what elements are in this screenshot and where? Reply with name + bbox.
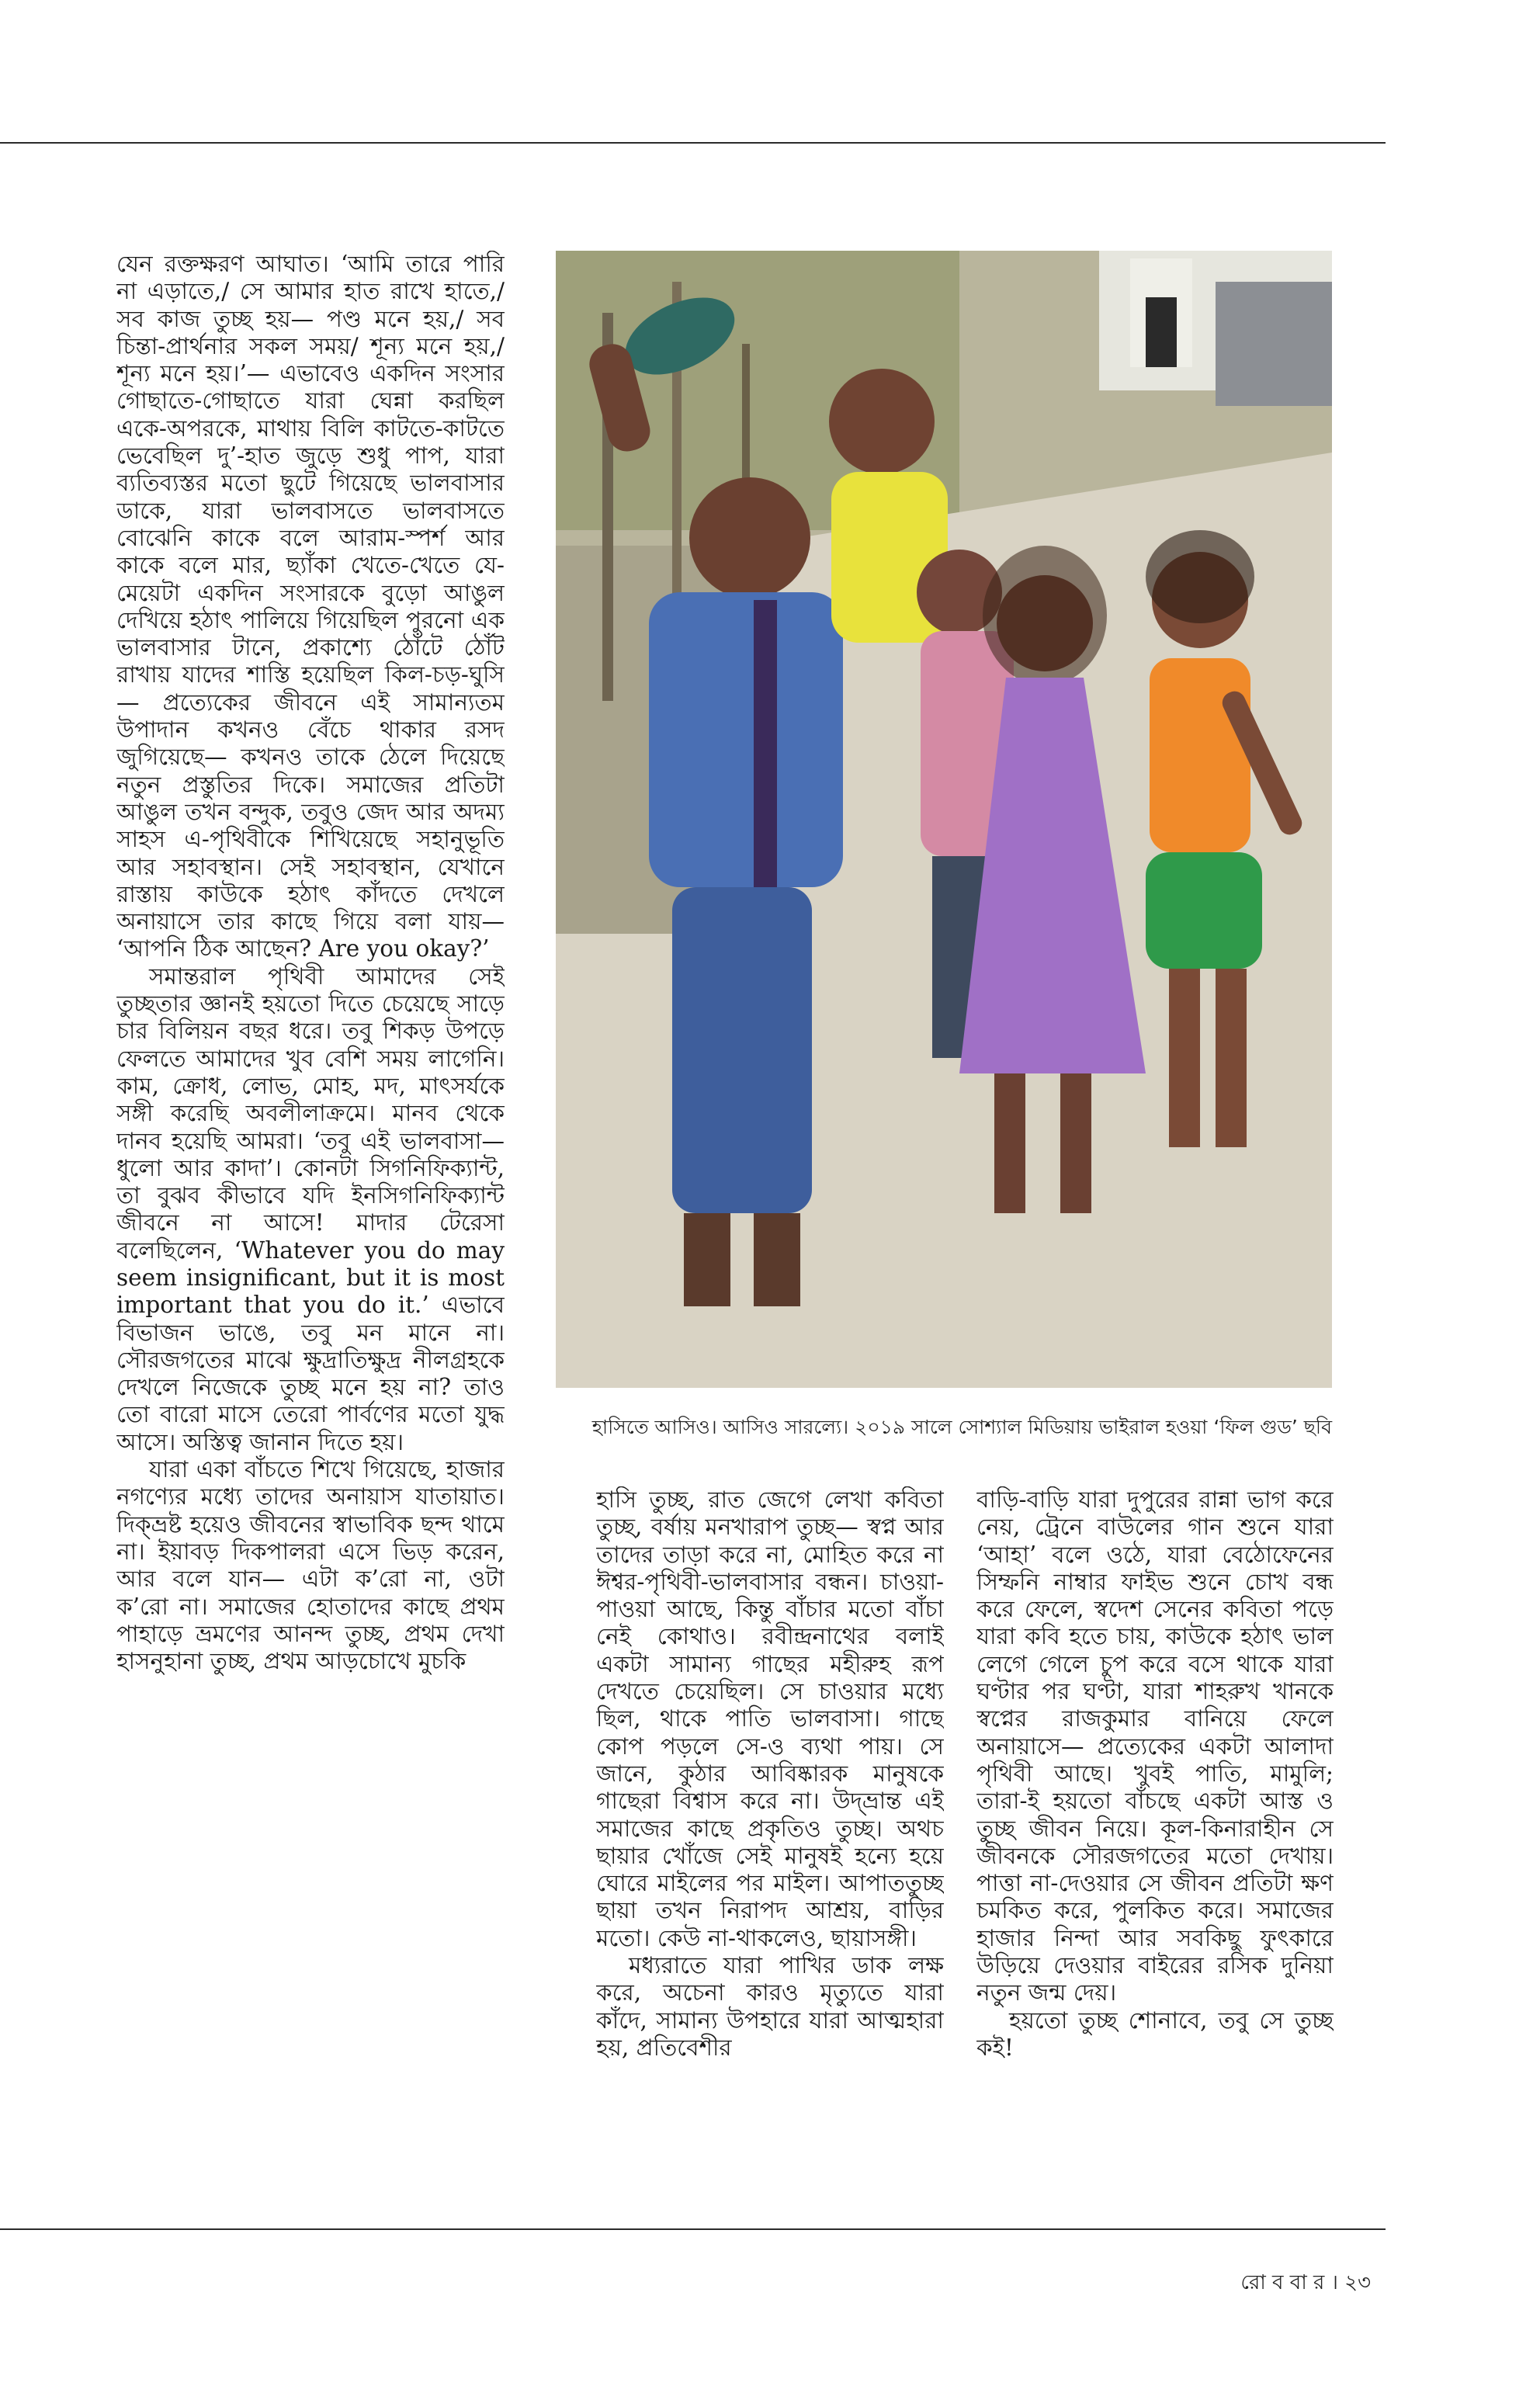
children-selfie-photo bbox=[556, 251, 1332, 1388]
article-paragraph: সমান্তরাল পৃথিবী আমাদের সেই তুচ্ছতার জ্ঞানই হয়তো দিতে চেয়েছে সাড়ে চার বিলিয়ন বছর ধরে। তবু শিকড় উপড়ে ফেলতে আমাদের খুব বেশি সময় লাগেনি। কাম, ক্রোধ, লোভ, মোহ, মদ, মাৎসর্যকে সঙ্গী করেছি অবলীলাক্রমে। মানব থেকে দানব হয়েছি আমরা। ‘তবু এই ভালবাসা— ধুলো আর কাদা’। কোনটা সিগনিফিক্যান্ট, তা বুঝব কীভাবে যদি ইনসিগনিফিক্যান্ট জীবনে না আসে! মাদার টেরেসা বলেছিলেন, ‘Whatever you do may seem insignificant, but it is most important that you do it.’ এভাবে বিভাজন ভাঙে, তবু মন মানে না। সৌরজগতের মাঝে ক্ষুদ্রাতিক্ষুদ্র নীলগ্রহকে দেখলে নিজেকে তুচ্ছ মনে হয় না? তাও তো বারো মাসে তেরো পার্বণের মতো যুদ্ধ আসে। অস্তিত্ব জানান দিতে হয়। bbox=[116, 962, 505, 1455]
photo-caption: হাসিতে আসিও। আসিও সারল্যে। ২০১৯ সালে সোশ্যাল মিডিয়ায় ভাইরাল হওয়া ‘ফিল গুড’ ছবি bbox=[591, 1416, 1332, 1438]
article-paragraph: হয়তো তুচ্ছ শোনাবে, তবু সে তুচ্ছ কই! bbox=[976, 2006, 1334, 2061]
article-column-left bbox=[116, 251, 505, 2191]
article-paragraph: মধ্যরাতে যারা পাখির ডাক লক্ষ করে, অচেনা কারও মৃত্যুতে যারা কাঁদে, সামান্য উপহারে যারা আত্মহারা হয়, প্রতিবেশীর bbox=[596, 1952, 944, 2061]
article-paragraph: হাসি তুচ্ছ, রাত জেগে লেখা কবিতা তুচ্ছ, বর্ষায় মনখারাপ তুচ্ছ— স্বপ্ন আর তাদের তাড়া করে না, মোহিত করে না ঈশ্বর-পৃথিবী-ভালবাসার বন্ধন। চাওয়া-পাওয়া আছে, কিন্তু বাঁচার মতো বাঁচা নেই কোথাও। রবীন্দ্রনাথের বলাই একটা সামান্য গাছের মহীরুহ রূপ দেখতে চেয়েছিল। সে চাওয়ার মধ্যে ছিল, থাকে পাতি ভালবাসা। গাছে কোপ পড়লে সে-ও ব্যথা পায়। সে জানে, কুঠার আবিষ্কারক মানুষকে গাছেরা বিশ্বাস করে না। উদ্‌ভ্রান্ত এই সমাজের কাছে প্রকৃতিও তুচ্ছ। অথচ ছায়ার খোঁজে সেই মানুষই হন্যে হয়ে ঘোরে মাইলের পর মাইল। আপাততুচ্ছ ছায়া তখন নিরাপদ আশ্রয়, বাড়ির মতো। কেউ না-থাকলেও, ছায়াসঙ্গী। bbox=[596, 1486, 944, 1951]
article-photo bbox=[556, 251, 1332, 1388]
article-paragraph: যারা একা বাঁচতে শিখে গিয়েছে, হাজার নগণ্যের মধ্যে তাদের অনায়াস যাতায়াত। দিক্‌ভ্রষ্ট হয়েও জীবনের স্বাভাবিক ছন্দ থামে না। ইয়াবড় দিকপালরা এসে ভিড় করেন, আর বলে যান— এটা ক’রো না, ওটা ক’রো না। সমাজের হোতাদের কাছে প্রথম পাহাড়ে ভ্রমণের আনন্দ তুচ্ছ, প্রথম দেখা হাসনুহানা তুচ্ছ, প্রথম আড়চোখে মুচকি bbox=[116, 1456, 505, 1675]
page-folio: রো ব বা র । ২৩ bbox=[1240, 2271, 1371, 2294]
article-column-middle bbox=[596, 1486, 944, 2193]
bottom-rule bbox=[0, 2228, 1386, 2230]
article-paragraph: বাড়ি-বাড়ি যারা দুপুরের রান্না ভাগ করে নেয়, ট্রেনে বাউলের গান শুনে যারা ‘আহা’ বলে ওঠে, যারা বেঠোফেনের সিম্ফনি নাম্বার ফাইভ শুনে চোখ বন্ধ করে ফেলে, স্বদেশ সেনের কবিতা পড়ে যারা কবি হতে চায়, কাউকে হঠাৎ ভাল লেগে গেলে চুপ করে বসে থাকে যারা ঘণ্টার পর ঘণ্টা, যারা শাহরুখ খানকে স্বপ্নের রাজকুমার বানিয়ে ফেলে অনায়াসে— প্রত্যেকের একটা আলাদা পৃথিবী আছে। খুবই পাতি, মামুলি; তারা-ই হয়তো বাঁচছে একটা আস্ত ও তুচ্ছ জীবন নিয়ে। কূল-কিনারাহীন সে জীবনকে সৌরজগতের মতো দেখায়। পাত্তা না-দেওয়ার সে জীবন প্রতিটা ক্ষণ চমকিত করে, পুলকিত করে। সমাজের হাজার নিন্দা আর সবকিছু ফুৎকারে উড়িয়ে দেওয়ার বাইরের রসিক দুনিয়া নতুন জন্ম দেয়। bbox=[976, 1486, 1334, 2006]
article-column-right bbox=[976, 1486, 1334, 2193]
article-paragraph: যেন রক্তক্ষরণ আঘাত। ‘আমি তারে পারি না এড়াতে,/ সে আমার হাত রাখে হাতে,/ সব কাজ তুচ্ছ হয়— পণ্ড মনে হয়,/ সব চিন্তা-প্রার্থনার সকল সময়/ শূন্য মনে হয়,/ শূন্য মনে হয়।’— এভাবেও একদিন সংসার গোছাতে-গোছাতে যারা ঘেন্না করছিল একে-অপরকে, মাথায় বিলি কাটতে-কাটতে ভেবেছিল দু’-হাত জুড়ে শুধু পাপ, যারা ব্যতিব্যস্তর মতো ছুটে গিয়েছে ভালবাসার ডাকে, যারা ভালবাসতে ভালবাসতে বোঝেনি কাকে বলে আরাম-স্পর্শ আর কাকে বলে মার, ছ্যাঁকা খেতে-খেতে যে-মেয়েটা একদিন সংসারকে বুড়ো আঙুল দেখিয়ে হঠাৎ পালিয়ে গিয়েছিল পুরনো এক ভালবাসার টানে, প্রকাশ্যে ঠোঁটে ঠোঁট রাখায় যাদের শাস্তি হয়েছিল কিল-চড়-ঘুসি— প্রত্যেকের জীবনে এই সামান্যতম উপাদান কখনও বেঁচে থাকার রসদ জুগিয়েছে— কখনও তাকে ঠেলে দিয়েছে নতুন প্রস্তুতির দিকে। সমাজের প্রতিটা আঙুল তখন বন্দুক, তবুও জেদ আর অদম্য সাহস এ-পৃথিবীকে শিখিয়েছে সহানুভূতি আর সহাবস্থান। সেই সহাবস্থান, যেখানে রাস্তায় কাউকে হঠাৎ কাঁদতে দেখলে অনায়াসে তার কাছে গিয়ে বলা যায়— ‘আপনি ঠিক আছেন? Are you okay?’ bbox=[116, 251, 505, 962]
top-rule bbox=[0, 142, 1386, 144]
